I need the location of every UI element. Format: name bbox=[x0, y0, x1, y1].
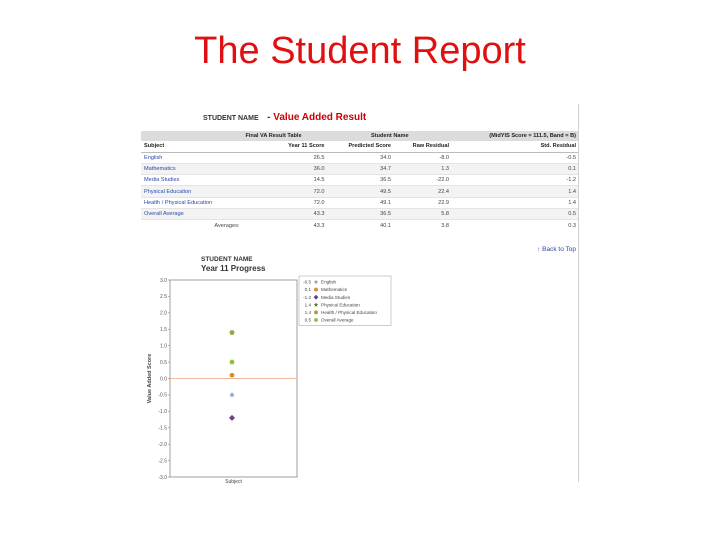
table-cell: -8.0 bbox=[394, 152, 452, 163]
table-student-name: Student Name bbox=[328, 131, 453, 141]
table-row bbox=[141, 209, 579, 220]
table-cell: -1.2 bbox=[452, 175, 579, 186]
table-cell: 3.8 bbox=[441, 222, 450, 229]
legend-label: Mathematics bbox=[321, 287, 348, 293]
legend-value: 0.5 bbox=[304, 317, 311, 323]
table-row bbox=[141, 197, 579, 208]
table-cell: -0.5 bbox=[452, 152, 579, 163]
table-cell: 0.5 bbox=[452, 209, 579, 220]
legend-label: Overall Average bbox=[321, 317, 354, 323]
chart-header bbox=[201, 256, 266, 273]
table-cell: 36.5 bbox=[328, 175, 395, 186]
table-cell: 0.1 bbox=[452, 163, 579, 174]
subject-link[interactable]: Media Studies bbox=[141, 175, 242, 186]
subject-link[interactable]: Mathematics bbox=[141, 163, 242, 174]
table-top-header bbox=[141, 131, 579, 141]
table-cell: 1.4 bbox=[452, 186, 579, 197]
legend-value: -0.5 bbox=[303, 279, 311, 285]
column-header: Year 11 Score bbox=[242, 141, 327, 152]
legend-marker bbox=[314, 310, 318, 314]
y-tick-label: 1.0 bbox=[160, 343, 167, 350]
subject-link[interactable]: Physical Education bbox=[141, 186, 242, 197]
report-header bbox=[203, 112, 366, 123]
y-tick-label: 1.5 bbox=[160, 327, 167, 334]
y-tick-label: -1.5 bbox=[158, 425, 167, 432]
y-tick-label: -3.0 bbox=[158, 474, 167, 481]
legend-label: Media Studies bbox=[321, 294, 351, 300]
y-tick-label: 0.0 bbox=[160, 376, 167, 383]
column-header: Raw Residual bbox=[394, 141, 452, 152]
table-row bbox=[141, 175, 579, 186]
y-tick-label: -2.5 bbox=[158, 458, 167, 465]
y-tick-label: 2.0 bbox=[160, 310, 167, 317]
y-axis-label: Value Added Score bbox=[147, 353, 153, 404]
table-cell: 49.5 bbox=[328, 186, 395, 197]
value-added-table bbox=[141, 131, 579, 231]
subject-link[interactable]: English bbox=[141, 152, 242, 163]
column-header: Subject bbox=[141, 141, 242, 152]
legend-marker bbox=[314, 318, 318, 322]
table-cell: 36.5 bbox=[328, 209, 395, 220]
column-header: Std. Residual bbox=[452, 141, 579, 152]
chart-title: Year 11 Progress bbox=[201, 264, 266, 273]
data-point bbox=[230, 360, 235, 365]
table-row bbox=[141, 152, 579, 163]
report-title: - Value Added Result bbox=[267, 112, 367, 123]
legend-value: 1.4 bbox=[304, 302, 311, 308]
table-cell: 1.3 bbox=[394, 163, 452, 174]
y-tick-label: 0.5 bbox=[160, 359, 167, 366]
table-cell: 5.8 bbox=[394, 209, 452, 220]
table-cell: 34.7 bbox=[328, 163, 395, 174]
table-cell: 1.4 bbox=[452, 197, 579, 208]
table-cell: 34.0 bbox=[328, 152, 395, 163]
averages-label: Averages: bbox=[214, 222, 240, 229]
legend-label: Health / Physical Education bbox=[321, 310, 377, 315]
table-caption: Final VA Result Table bbox=[242, 131, 327, 141]
data-point bbox=[230, 373, 235, 378]
y-tick-label: -2.0 bbox=[158, 441, 167, 448]
x-axis-label: Subject bbox=[225, 479, 242, 484]
y-tick-label: 2.5 bbox=[160, 294, 167, 301]
report-divider bbox=[578, 104, 579, 482]
table-cell: 22.4 bbox=[394, 186, 452, 197]
legend-label: Physical Education bbox=[321, 302, 360, 308]
table-midyis-info: (MidYIS Score = 111.5, Band = B) bbox=[452, 131, 579, 141]
progress-chart bbox=[141, 274, 401, 484]
table-cell: 72.0 bbox=[242, 186, 327, 197]
table-cell: 22.9 bbox=[394, 197, 452, 208]
data-point bbox=[230, 330, 235, 335]
legend-value: 1.4 bbox=[304, 310, 311, 315]
y-tick-label: 3.0 bbox=[160, 277, 167, 284]
subject-link[interactable]: Health / Physical Education bbox=[141, 197, 242, 208]
table-row bbox=[141, 163, 579, 174]
table-cell: -22.0 bbox=[394, 175, 452, 186]
table-cell: 72.0 bbox=[242, 197, 327, 208]
student-report bbox=[141, 104, 579, 484]
subject-link[interactable]: Overall Average bbox=[141, 209, 242, 220]
legend-value: -1.2 bbox=[303, 294, 311, 300]
table-cell: 0.3 bbox=[568, 222, 576, 229]
legend-label: English bbox=[321, 279, 337, 285]
table-cell: 43.3 bbox=[242, 209, 327, 220]
y-tick-label: -1.0 bbox=[158, 409, 167, 416]
slide-title: The Student Report bbox=[194, 30, 526, 72]
table-cell: 26.5 bbox=[242, 152, 327, 163]
legend-marker bbox=[314, 288, 318, 292]
table-column-headers bbox=[141, 141, 579, 152]
table-row bbox=[141, 186, 579, 197]
table-cell: 43.3 bbox=[313, 222, 325, 229]
chart-student-name: STUDENT NAME bbox=[201, 256, 253, 263]
student-name-label: STUDENT NAME bbox=[203, 115, 259, 122]
table-cell: 49.1 bbox=[328, 197, 395, 208]
column-header: Predicted Score bbox=[328, 141, 395, 152]
back-to-top-link[interactable]: ↑ Back to Top bbox=[537, 246, 576, 253]
table-cell: 14.5 bbox=[242, 175, 327, 186]
table-cell: 40.1 bbox=[380, 222, 392, 229]
legend-value: 0.1 bbox=[304, 287, 311, 293]
y-tick-label: -0.5 bbox=[158, 392, 167, 399]
table-average-row bbox=[141, 220, 579, 231]
table-cell: 36.0 bbox=[242, 163, 327, 174]
